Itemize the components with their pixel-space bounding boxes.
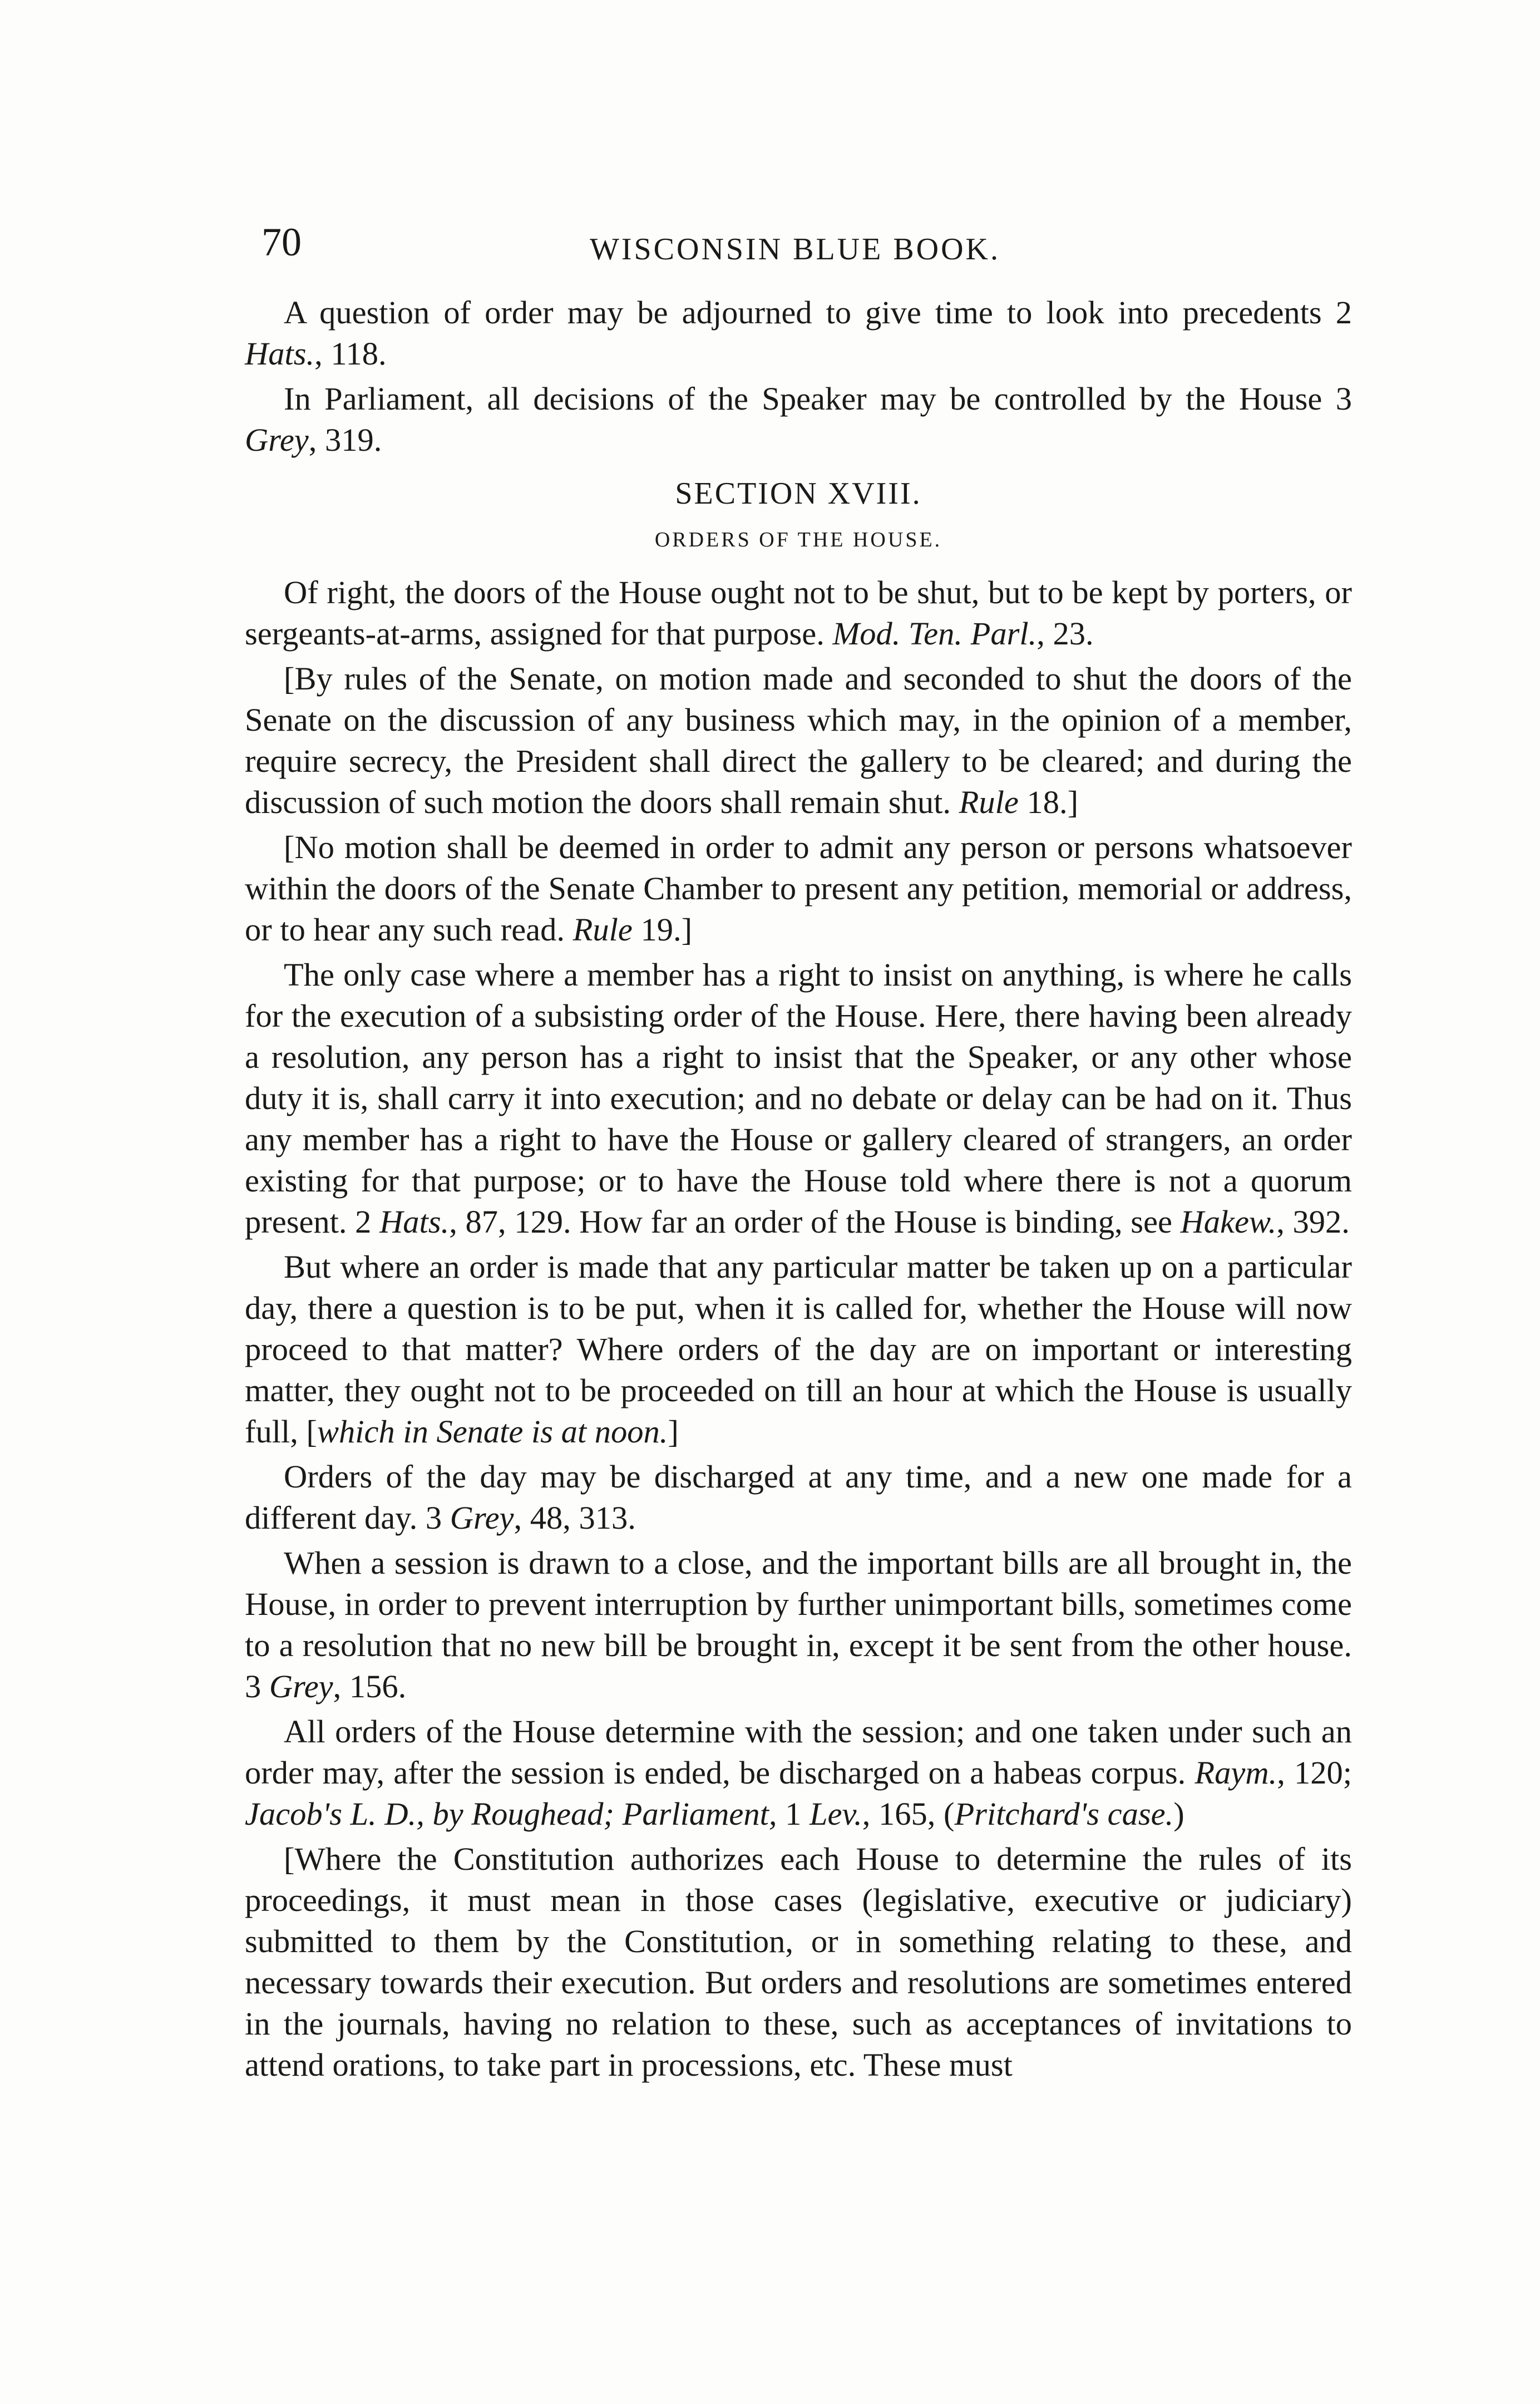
text-run: A question of order may be adjourned to give time to look into precedents: [284, 294, 1336, 331]
text-run: , 319.: [308, 422, 382, 458]
paragraph: [245, 572, 1352, 654]
text-run: [No motion shall be deemed in order to admit any person or persons whatsoever within the doors of the Senate Chamber to present any petition, memorial or address, or to hear any such read.: [245, 829, 1352, 948]
text-run: ]: [668, 1413, 679, 1450]
text-run: In Parliament, all decisions of the Speaker may be controlled by the House: [284, 381, 1336, 417]
italic-citation: Grey: [245, 422, 309, 458]
text-run: , 165, (: [862, 1796, 955, 1832]
section-heading: SECTION XVIII.: [675, 476, 922, 511]
paragraph: [245, 827, 1352, 950]
text-run: [By rules of the Senate, on motion made and seconded to shut the doors of the Senate on the discussion of any business which may, in the opinion of a member, require secrecy, the President shall direct the gallery to be cleared; and during the discussion of such motion the doors shall remain shut.: [245, 661, 1352, 820]
text-run: , 87, 129. How far an order of the House is binding, see: [449, 1204, 1181, 1240]
italic-citation: Hakew.: [1180, 1204, 1277, 1240]
italic-citation: Hats.: [245, 336, 315, 372]
text-run: All orders of the House determine with the session; and one taken under such an order may, after the session is ended, be discharged on a habeas corpus.: [245, 1713, 1352, 1791]
paragraph: [245, 1247, 1352, 1452]
text-run: Of right, the doors of the House ought not to be shut, but to be kept by porters, or sergeants-at-arms, assigned for that purpose.: [245, 574, 1352, 652]
text-run: , 23.: [1036, 615, 1094, 652]
paragraph: [245, 1456, 1352, 1539]
text-run: , 48, 313.: [514, 1500, 636, 1536]
italic-citation: Hats.: [379, 1204, 450, 1240]
italic-citation: Grey: [450, 1500, 514, 1536]
text-run: , 118.: [314, 336, 387, 372]
italic-citation: Jacob's L. D., by Roughead; Parliament,: [245, 1796, 777, 1832]
text-run: 2: [1335, 294, 1352, 331]
text-run: The only case where a member has a right to insist on anything, is where he calls for the execution of a subsisting order of the House. Here, there having been already a resolution, any person has a right to insist that the Speaker, or any other whose duty it is, shall carry it into execution; and no debate or delay can be had on it. Thus any member has a right to have the House or gallery cleared of strangers, an order existing for that purpose; or to have the House told where there is not a quorum present. 2: [245, 957, 1352, 1240]
italic-citation: Lev.: [809, 1796, 862, 1832]
paragraph: [245, 292, 1352, 375]
text-run: 19.]: [632, 912, 693, 948]
running-head: [261, 214, 1363, 275]
section-subheading: ORDERS OF THE HOUSE.: [654, 528, 942, 551]
paragraph: [245, 658, 1352, 823]
text-run: , 120;: [1277, 1755, 1352, 1791]
italic-citation: Mod. Ten. Parl.: [832, 615, 1037, 652]
text-run: But where an order is made that any particular matter be taken up on a particular day, there a question is to be put, when it is called for, whether the House will now proceed to that matter? Where orders of the day are on important or interesting matter, they ought not to be proceeded on till an hour at which the House is usually full, [: [245, 1249, 1352, 1450]
text-run: ): [1173, 1796, 1184, 1832]
italic-citation: Raym.: [1195, 1755, 1277, 1791]
paragraph: [245, 1839, 1352, 2086]
text-run: [Where the Constitution authorizes each House to determine the rules of its proceedings, it must mean in those cases (legislative, executive or judiciary) submitted to them by the Constitution, or in something relating to these, and necessary towards their execution. But orders and resolutions are sometimes entered in the journals, having no relation to these, such as acceptances of invitations to attend orations, to take part in processions, etc. These must: [245, 1841, 1352, 2083]
paragraph: [245, 1711, 1352, 1835]
italic-citation: which in Senate is at noon.: [317, 1413, 668, 1450]
italic-citation: Rule: [572, 912, 633, 948]
text-run: 1: [777, 1796, 810, 1832]
book-title: WISCONSIN BLUE BOOK.: [590, 232, 1000, 267]
paragraph: [245, 954, 1352, 1243]
text-run: 3: [1335, 381, 1352, 417]
text-run: , 156.: [333, 1668, 407, 1705]
italic-citation: Pritchard's case.: [954, 1796, 1174, 1832]
text-run: Orders of the day may be discharged at any time, and a new one made for a different day. 3: [245, 1459, 1352, 1536]
text-block: [245, 292, 1352, 2090]
italic-citation: Grey: [269, 1668, 333, 1705]
paragraph: [245, 378, 1352, 461]
paragraph: [245, 1543, 1352, 1707]
italic-citation: Rule: [959, 784, 1019, 820]
text-run: 18.]: [1018, 784, 1079, 820]
page-number: 70: [261, 220, 302, 264]
text-run: When a session is drawn to a close, and the important bills are all brought in, the House, in order to prevent interruption by further unimportant bills, sometimes come to a resolution that no new bill be brought in, except it be sent from the other house. 3: [245, 1545, 1352, 1705]
text-run: , 392.: [1276, 1204, 1350, 1240]
